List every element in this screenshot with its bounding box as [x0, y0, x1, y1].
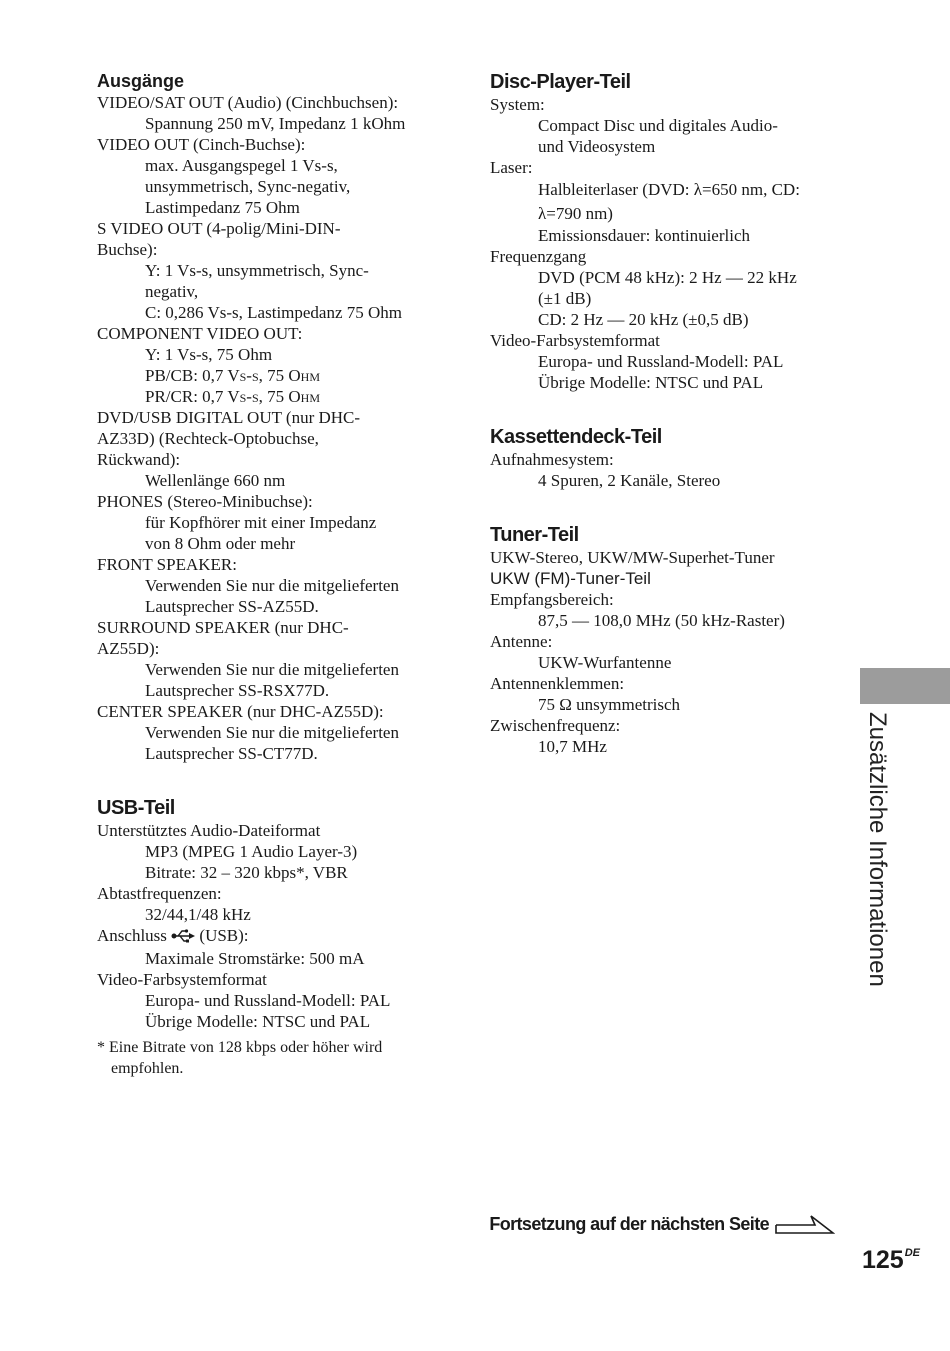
spec-line: Video-Farbsystemformat [97, 970, 267, 989]
spec-value: Spannung 250 mV, Impedanz 1 kOhm [145, 114, 406, 133]
spec-line: AZ55D): [97, 639, 160, 658]
spec-line: UKW-Stereo, UKW/MW-Superhet-Tuner [490, 548, 775, 567]
continued-notice [489, 1214, 835, 1235]
spec-value: Halbleiterlaser (DVD: λ=650 nm, CD: [538, 180, 800, 199]
spec-value: DVD (PCM 48 kHz): 2 Hz — 22 kHz [538, 268, 797, 287]
left-column [97, 70, 457, 1079]
spec-value: Übrige Modelle: NTSC und PAL [145, 1012, 371, 1031]
spec-value: Lautsprecher SS-AZ55D. [145, 597, 319, 616]
spec-line: VIDEO/SAT OUT (Audio) (Cinchbuchsen): [97, 93, 399, 112]
spec-value: für Kopfhörer mit einer Impedanz [145, 513, 377, 532]
section-gap [97, 783, 457, 796]
spec-value: negativ, [145, 282, 199, 301]
section-gap [490, 510, 850, 523]
spec-line: System: [490, 95, 545, 114]
continued-text: Fortsetzung auf der nächsten Seite [489, 1214, 769, 1234]
spec-value: Europa- und Russland-Modell: PAL [145, 991, 391, 1010]
spec-line: Abtastfrequenzen: [97, 884, 222, 903]
spec-value: Y: 1 Vs-s, unsymmetrisch, Sync- [145, 261, 369, 280]
spec-value: von 8 Ohm oder mehr [145, 534, 296, 553]
spec-subheading: UKW (FM)-Tuner-Teil [490, 569, 651, 588]
spec-line: Laser: [490, 158, 533, 177]
spec-value: Europa- und Russland-Modell: PAL [538, 352, 784, 371]
arrow-right-icon [775, 1215, 835, 1235]
spec-line: FRONT SPEAKER: [97, 555, 237, 574]
spec-line: SURROUND SPEAKER (nur DHC- [97, 618, 349, 637]
page-number [862, 1246, 920, 1275]
spec-line: Video-Farbsystemformat [490, 331, 660, 350]
spec-label: (USB): [199, 926, 249, 945]
spec-value: Lastimpedanz 75 Ohm [145, 198, 300, 217]
spec-value: C: 0,286 Vs-s, Lastimpedanz 75 Ohm [145, 303, 403, 322]
spec-value: UKW-Wurfantenne [538, 653, 672, 672]
spec-value: PB/CB: 0,7 Vs-s, 75 Ohm [145, 366, 321, 385]
spec-value: unsymmetrisch, Sync-negativ, [145, 177, 351, 196]
page-number-value: 125 [862, 1246, 904, 1274]
footnote: * Eine Bitrate von 128 kbps oder höher wird empfohlen. [97, 1039, 383, 1077]
section-heading-usb: USB-Teil [97, 797, 175, 819]
spec-line: AZ33D) (Rechteck-Optobuchse, [97, 429, 319, 448]
side-tab-marker [860, 668, 950, 704]
spec-value: Emissionsdauer: kontinuierlich [538, 226, 750, 245]
spec-value: MP3 (MPEG 1 Audio Layer-3) [145, 842, 358, 861]
spec-line: Zwischenfrequenz: [490, 716, 621, 735]
section-gap [490, 393, 850, 412]
spec-label: Anschluss [97, 926, 167, 945]
spec-value: 75 Ω unsymmetrisch [538, 695, 681, 714]
spec-value: Übrige Modelle: NTSC und PAL [538, 373, 764, 392]
side-tab-label: Zusätzliche Informationen [864, 712, 891, 987]
spec-line: Antennenklemmen: [490, 674, 625, 693]
spec-value: Verwenden Sie nur die mitgelieferten [145, 660, 399, 679]
section-heading-outputs: Ausgänge [97, 71, 185, 91]
spec-line-usb-connector [97, 925, 457, 948]
spec-value: λ=790 nm) [538, 203, 613, 223]
spec-value: CD: 2 Hz — 20 kHz (±0,5 dB) [538, 310, 749, 329]
spec-line: Empfangsbereich: [490, 590, 614, 609]
spec-line: Frequenzgang [490, 247, 587, 266]
section-gap [490, 412, 850, 425]
spec-value: 4 Spuren, 2 Kanäle, Stereo [538, 471, 721, 490]
spec-value: Lautsprecher SS-RSX77D. [145, 681, 330, 700]
spec-value: Lautsprecher SS-CT77D. [145, 744, 318, 763]
section-heading-tuner: Tuner-Teil [490, 524, 579, 546]
spec-value: Verwenden Sie nur die mitgelieferten [145, 576, 399, 595]
page-number-suffix: DE [904, 1247, 920, 1259]
spec-value: Wellenlänge 660 nm [145, 471, 286, 490]
spec-value: PR/CR: 0,7 Vs-s, 75 Ohm [145, 387, 321, 406]
spec-line: Buchse): [97, 240, 158, 259]
spec-line: Unterstütztes Audio-Dateiformat [97, 821, 321, 840]
spec-value: 10,7 MHz [538, 737, 607, 756]
spec-line: DVD/USB DIGITAL OUT (nur DHC- [97, 408, 361, 427]
spec-line: VIDEO OUT (Cinch-Buchse): [97, 135, 306, 154]
spec-value: 87,5 — 108,0 MHz (50 kHz-Raster) [538, 611, 785, 630]
spec-line: Aufnahmesystem: [490, 450, 614, 469]
spec-line: PHONES (Stereo-Minibuchse): [97, 492, 313, 511]
section-gap [490, 491, 850, 510]
section-gap [97, 764, 457, 783]
spec-value: (±1 dB) [538, 289, 592, 308]
right-column [490, 70, 850, 757]
spec-value: Maximale Stromstärke: 500 mA [145, 949, 365, 968]
spec-line: CENTER SPEAKER (nur DHC-AZ55D): [97, 702, 384, 721]
spec-value: Verwenden Sie nur die mitgelieferten [145, 723, 399, 742]
spec-value: max. Ausgangspegel 1 Vs-s, [145, 156, 338, 175]
spec-line: S VIDEO OUT (4-polig/Mini-DIN- [97, 219, 341, 238]
spec-value: und Videosystem [538, 137, 656, 156]
spec-value: Compact Disc und digitales Audio- [538, 116, 778, 135]
spec-value: 32/44,1/48 kHz [145, 905, 251, 924]
spec-value: Bitrate: 32 – 320 kbps*, VBR [145, 863, 348, 882]
spec-line: COMPONENT VIDEO OUT: [97, 324, 303, 343]
section-heading-disc: Disc-Player-Teil [490, 71, 631, 93]
section-heading-cassette: Kassettendeck-Teil [490, 426, 662, 448]
spec-value: Y: 1 Vs-s, 75 Ohm [145, 345, 273, 364]
spec-line: Antenne: [490, 632, 553, 651]
usb-icon [171, 927, 195, 948]
spec-line: Rückwand): [97, 450, 181, 469]
